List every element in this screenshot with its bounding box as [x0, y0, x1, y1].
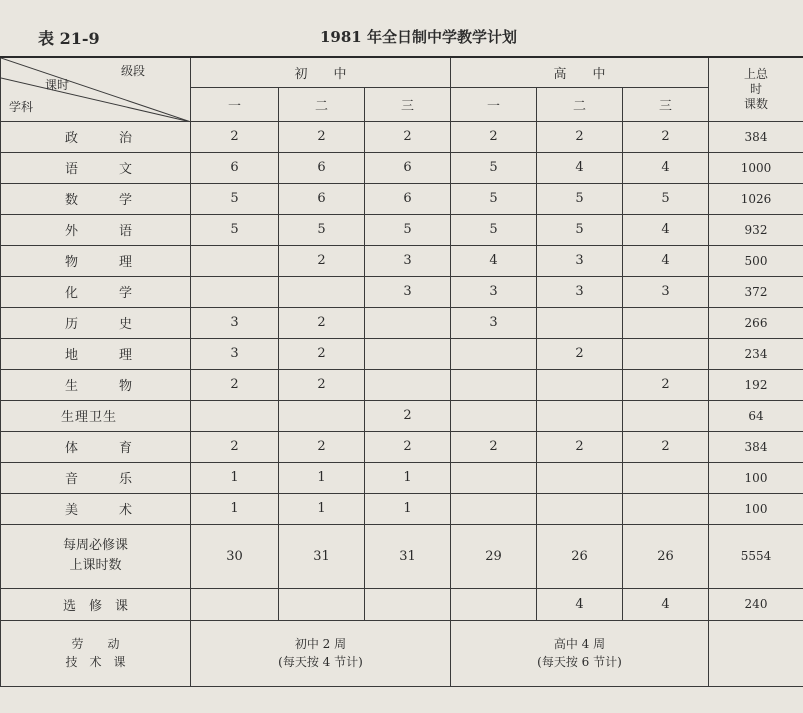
elective-cell: 4 — [623, 588, 709, 620]
hours-cell: 5 — [191, 183, 279, 214]
total-header: 上总 时 课数 — [709, 57, 803, 121]
hours-cell: 5 — [623, 183, 709, 214]
hours-cell: 3 — [191, 307, 279, 338]
labor-junior-note: 初中 2 周 (每天按 4 节计) — [191, 620, 451, 686]
grade-header: 一 — [451, 87, 537, 121]
hours-cell: 2 — [365, 121, 451, 152]
hours-cell: 1 — [191, 493, 279, 524]
subject-name: 政 治 — [1, 121, 191, 152]
hours-cell: 5 — [279, 214, 365, 245]
hours-cell — [365, 338, 451, 369]
hours-cell: 2 — [191, 121, 279, 152]
hours-cell: 4 — [537, 152, 623, 183]
hours-cell: 2 — [623, 121, 709, 152]
subject-name: 音 乐 — [1, 462, 191, 493]
table-row — [1, 431, 803, 462]
total-hours-cell: 266 — [709, 307, 803, 338]
hours-cell: 1 — [279, 462, 365, 493]
grade-header: 三 — [365, 87, 451, 121]
hours-cell: 6 — [279, 152, 365, 183]
hours-cell: 4 — [623, 152, 709, 183]
hours-cell: 2 — [279, 245, 365, 276]
subject-name: 地 理 — [1, 338, 191, 369]
table-row — [1, 338, 803, 369]
hours-cell: 2 — [451, 431, 537, 462]
hours-cell: 1 — [191, 462, 279, 493]
table-row — [1, 369, 803, 400]
hours-cell: 2 — [537, 431, 623, 462]
hours-cell: 3 — [451, 307, 537, 338]
hours-cell: 3 — [191, 338, 279, 369]
weekly-cell: 26 — [623, 524, 709, 588]
total-hours-cell: 64 — [709, 400, 803, 431]
table-row — [1, 121, 803, 152]
hours-cell: 2 — [191, 431, 279, 462]
hours-cell: 2 — [451, 121, 537, 152]
elective-cell — [191, 588, 279, 620]
hours-cell — [191, 245, 279, 276]
hours-cell: 5 — [537, 214, 623, 245]
subject-name: 化 学 — [1, 276, 191, 307]
hours-cell: 2 — [279, 369, 365, 400]
elective-cell — [451, 588, 537, 620]
hours-cell — [279, 276, 365, 307]
corner-header-cell — [1, 57, 191, 121]
hours-cell: 5 — [537, 183, 623, 214]
hours-cell: 5 — [451, 152, 537, 183]
hours-cell — [537, 462, 623, 493]
hours-cell: 4 — [623, 214, 709, 245]
hours-cell: 2 — [365, 400, 451, 431]
hours-cell: 2 — [279, 431, 365, 462]
hours-cell: 2 — [279, 121, 365, 152]
table-row — [1, 214, 803, 245]
subject-rows — [1, 121, 803, 524]
hours-cell: 2 — [365, 431, 451, 462]
total-hours-cell: 192 — [709, 369, 803, 400]
subject-name: 数 学 — [1, 183, 191, 214]
hours-cell: 2 — [279, 307, 365, 338]
hours-cell — [537, 307, 623, 338]
grade-header: 一 — [191, 87, 279, 121]
hours-cell: 6 — [365, 183, 451, 214]
elective-cell: 4 — [537, 588, 623, 620]
corner-mid-label: 课时 — [45, 78, 70, 92]
hours-cell: 5 — [191, 214, 279, 245]
total-hours-cell: 1026 — [709, 183, 803, 214]
hours-cell: 5 — [451, 183, 537, 214]
subject-name: 生 物 — [1, 369, 191, 400]
total-hours-cell: 1000 — [709, 152, 803, 183]
labor-senior-note: 高中 4 周 (每天按 6 节计) — [451, 620, 709, 686]
table-row — [1, 307, 803, 338]
hours-cell: 2 — [623, 431, 709, 462]
hours-cell — [537, 493, 623, 524]
teaching-plan-table — [0, 56, 803, 687]
grade-header: 二 — [537, 87, 623, 121]
total-hours-cell: 384 — [709, 431, 803, 462]
hours-cell — [451, 338, 537, 369]
grade-header: 二 — [279, 87, 365, 121]
hours-cell — [191, 276, 279, 307]
labor-label: 劳 动 技 术 课 — [1, 620, 191, 686]
total-hours-cell: 932 — [709, 214, 803, 245]
hours-cell: 2 — [623, 369, 709, 400]
hours-cell: 1 — [279, 493, 365, 524]
hours-cell — [537, 400, 623, 431]
subject-name: 外 语 — [1, 214, 191, 245]
weekly-cell: 31 — [365, 524, 451, 588]
weekly-cell: 29 — [451, 524, 537, 588]
total-hours-cell: 234 — [709, 338, 803, 369]
weekly-cell: 31 — [279, 524, 365, 588]
table-title: 1981 年全日制中学教学计划 — [320, 28, 517, 46]
hours-cell — [451, 493, 537, 524]
hours-cell — [537, 369, 623, 400]
hours-cell — [451, 400, 537, 431]
hours-cell: 2 — [279, 338, 365, 369]
table-row — [1, 493, 803, 524]
senior-header: 高 中 — [451, 57, 709, 87]
grade-header: 三 — [623, 87, 709, 121]
weekly-cell: 30 — [191, 524, 279, 588]
elective-cell — [365, 588, 451, 620]
table-caption — [30, 26, 780, 48]
hours-cell: 4 — [451, 245, 537, 276]
subject-name: 体 育 — [1, 431, 191, 462]
weekly-hours-label: 每周必修课 上课时数 — [1, 524, 191, 588]
hours-cell: 3 — [623, 276, 709, 307]
hours-cell: 6 — [365, 152, 451, 183]
corner-top-label: 级段 — [121, 64, 146, 78]
table-label: 表 21-9 — [38, 29, 100, 48]
hours-cell — [451, 369, 537, 400]
hours-cell — [623, 493, 709, 524]
subject-name: 语 文 — [1, 152, 191, 183]
subject-name: 美 术 — [1, 493, 191, 524]
total-hours-cell: 100 — [709, 462, 803, 493]
hours-cell — [623, 307, 709, 338]
hours-cell — [623, 400, 709, 431]
subject-name: 生理卫生 — [1, 400, 191, 431]
hours-cell — [365, 307, 451, 338]
table-row — [1, 152, 803, 183]
elective-total: 240 — [709, 588, 803, 620]
hours-cell: 6 — [191, 152, 279, 183]
hours-cell: 3 — [537, 276, 623, 307]
hours-cell: 1 — [365, 493, 451, 524]
subject-name: 历 史 — [1, 307, 191, 338]
weekly-cell: 26 — [537, 524, 623, 588]
hours-cell: 6 — [279, 183, 365, 214]
total-hours-cell: 500 — [709, 245, 803, 276]
hours-cell — [365, 369, 451, 400]
total-hours-cell: 384 — [709, 121, 803, 152]
elective-label: 选 修 课 — [1, 588, 191, 620]
hours-cell: 3 — [537, 245, 623, 276]
hours-cell — [623, 338, 709, 369]
table-row — [1, 462, 803, 493]
hours-cell: 2 — [537, 121, 623, 152]
hours-cell: 5 — [451, 214, 537, 245]
hours-cell: 3 — [365, 245, 451, 276]
hours-cell — [451, 462, 537, 493]
elective-cell — [279, 588, 365, 620]
table-row — [1, 245, 803, 276]
corner-bottom-label: 学科 — [9, 100, 34, 114]
hours-cell: 2 — [537, 338, 623, 369]
hours-cell: 3 — [451, 276, 537, 307]
hours-cell: 5 — [365, 214, 451, 245]
hours-cell — [279, 400, 365, 431]
hours-cell: 1 — [365, 462, 451, 493]
labor-total — [709, 620, 803, 686]
total-hours-cell: 372 — [709, 276, 803, 307]
table-row — [1, 183, 803, 214]
hours-cell — [191, 400, 279, 431]
subject-name: 物 理 — [1, 245, 191, 276]
hours-cell: 2 — [191, 369, 279, 400]
junior-header: 初 中 — [191, 57, 451, 87]
hours-cell — [623, 462, 709, 493]
table-row — [1, 276, 803, 307]
hours-cell: 3 — [365, 276, 451, 307]
weekly-total: 5554 — [709, 524, 803, 588]
hours-cell: 4 — [623, 245, 709, 276]
total-hours-cell: 100 — [709, 493, 803, 524]
table-row — [1, 400, 803, 431]
